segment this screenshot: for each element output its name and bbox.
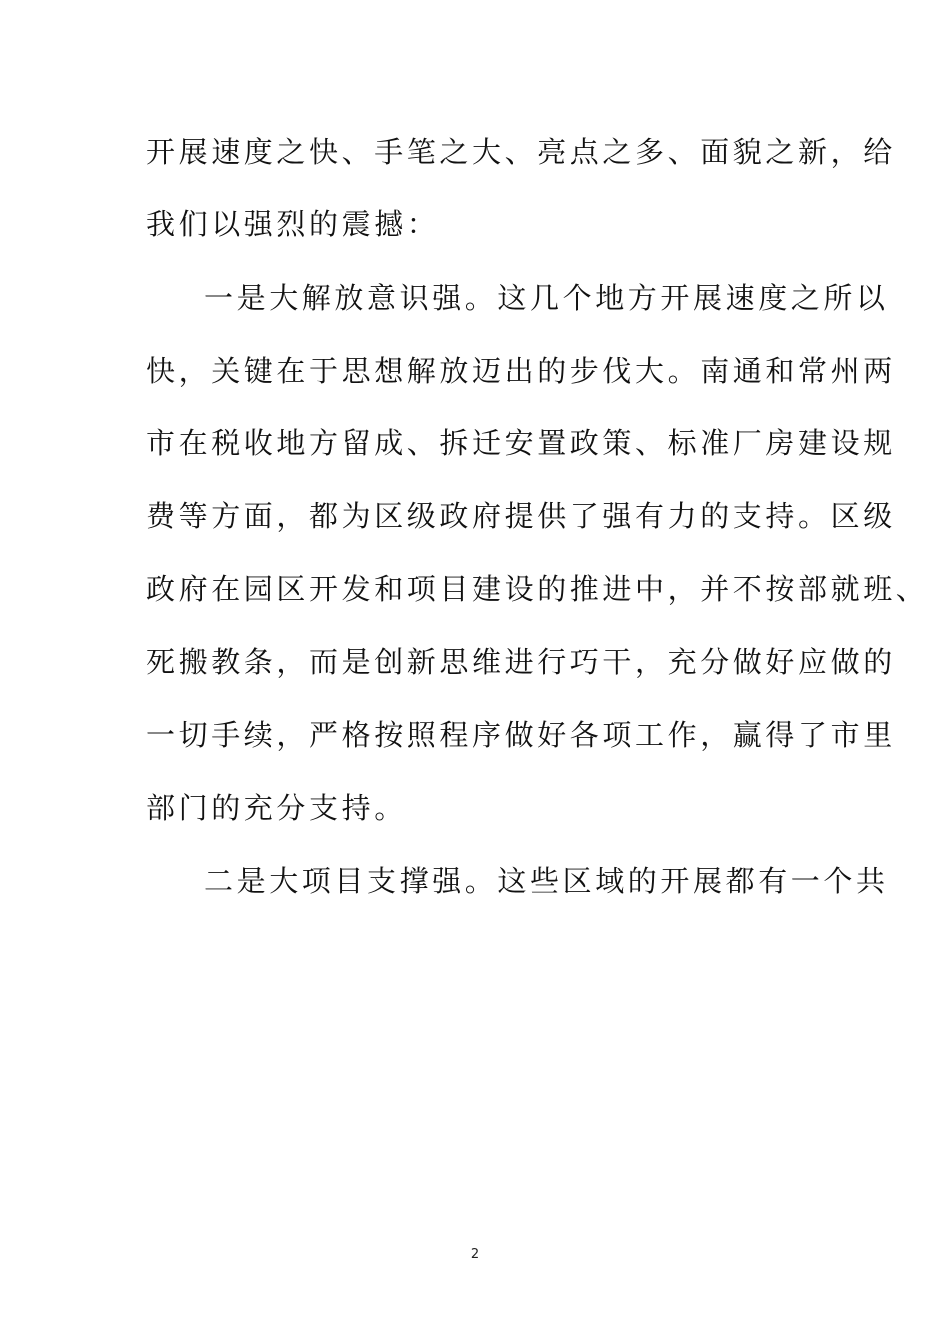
text-line: 部门的充分支持。: [146, 791, 407, 825]
paragraph-start-line: 二是大项目支撑强。这些区域的开展都有一个共: [204, 864, 889, 898]
text-line: 死搬教条，而是创新思维进行巧干，充分做好应做的: [146, 645, 896, 679]
text-line: 费等方面，都为区级政府提供了强有力的支持。区级: [146, 499, 896, 533]
text-line: 开展速度之快、手笔之大、亮点之多、面貌之新，给: [146, 135, 896, 169]
page-number: 2: [470, 1247, 480, 1262]
paragraph-start-line: 一是大解放意识强。这几个地方开展速度之所以: [204, 281, 889, 315]
text-line: 市在税收地方留成、拆迁安置政策、标准厂房建设规: [146, 426, 896, 460]
text-line: 我们以强烈的震撼：: [146, 207, 440, 241]
text-line: 快，关键在于思想解放迈出的步伐大。南通和常州两: [146, 354, 896, 388]
text-line: 一切手续，严格按照程序做好各项工作，赢得了市里: [146, 718, 896, 752]
text-line: 政府在园区开发和项目建设的推进中，并不按部就班、: [146, 572, 929, 606]
